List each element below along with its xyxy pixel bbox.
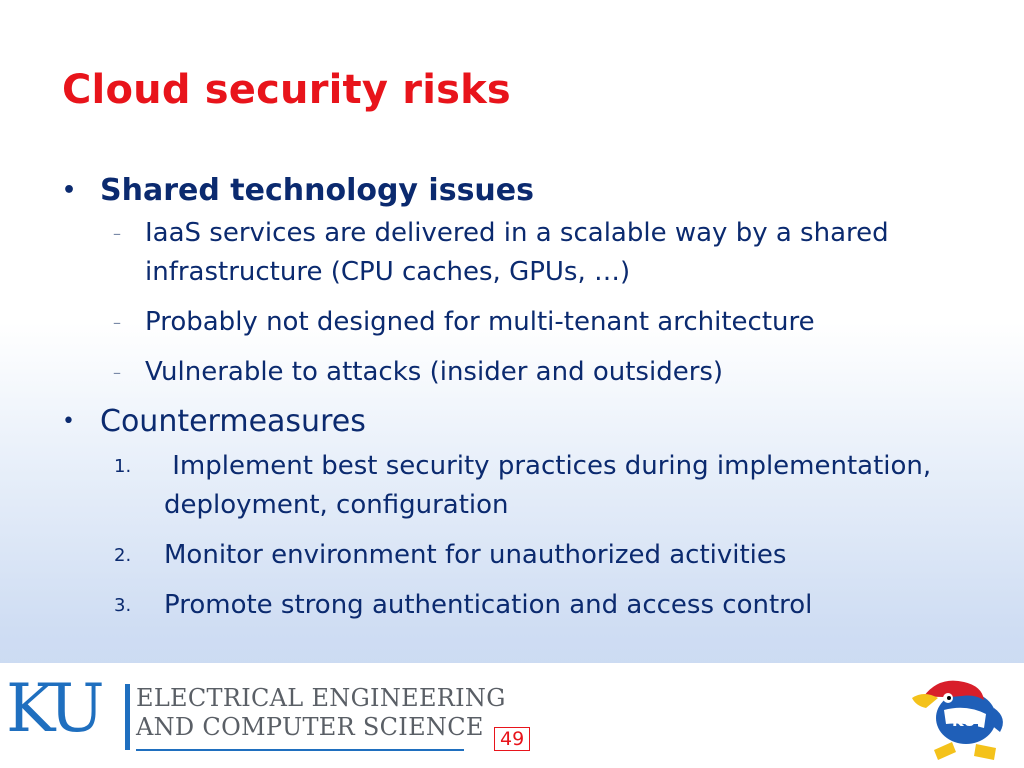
department-underline — [136, 749, 464, 751]
dash-marker: – — [113, 313, 121, 332]
sub-item — [62, 353, 1002, 392]
number-marker: 1. — [114, 456, 132, 477]
sub-list-shared-technology — [62, 214, 1002, 392]
numbered-item-text: Implement best security practices during implementation, deployment, configuration — [164, 451, 940, 520]
bullet-countermeasures — [62, 403, 1002, 441]
ku-logo: KU — [6, 670, 101, 747]
number-marker: 2. — [114, 545, 132, 566]
sub-item-text: Vulnerable to attacks (insider and outsiders) — [145, 357, 724, 387]
slide-title: Cloud security risks — [62, 67, 511, 113]
bullet-marker: • — [62, 409, 75, 434]
sub-item — [62, 214, 1002, 292]
number-marker: 3. — [114, 595, 132, 616]
numbered-list-countermeasures — [62, 447, 1002, 625]
department-line-1: ELECTRICAL ENGINEERING — [136, 684, 506, 712]
sub-item-text: IaaS services are delivered in a scalable way by a shared infrastructure (CPU caches, GPUs, …) — [145, 218, 889, 287]
numbered-item-text: Monitor environment for unauthorized activities — [164, 540, 787, 570]
sub-item-text: Probably not designed for multi-tenant architecture — [145, 307, 815, 337]
sub-item — [62, 303, 1002, 342]
bullet-shared-technology — [62, 172, 1002, 210]
numbered-item — [62, 586, 1002, 625]
bullet-label: Countermeasures — [100, 404, 366, 439]
page-number: 49 — [494, 727, 530, 751]
dash-marker: – — [113, 363, 121, 382]
department-line-2: AND COMPUTER SCIENCE — [136, 713, 484, 741]
numbered-item — [62, 536, 1002, 575]
logo-divider — [125, 684, 130, 750]
slide-body — [62, 172, 1002, 636]
department-name — [136, 684, 506, 742]
numbered-item-text: Promote strong authentication and access control — [164, 590, 813, 620]
bullet-label: Shared technology issues — [100, 173, 534, 208]
dash-marker: – — [113, 224, 121, 243]
bullet-marker: • — [62, 178, 77, 203]
numbered-item — [62, 447, 1002, 525]
jayhawk-ku-label: KU — [952, 712, 976, 730]
